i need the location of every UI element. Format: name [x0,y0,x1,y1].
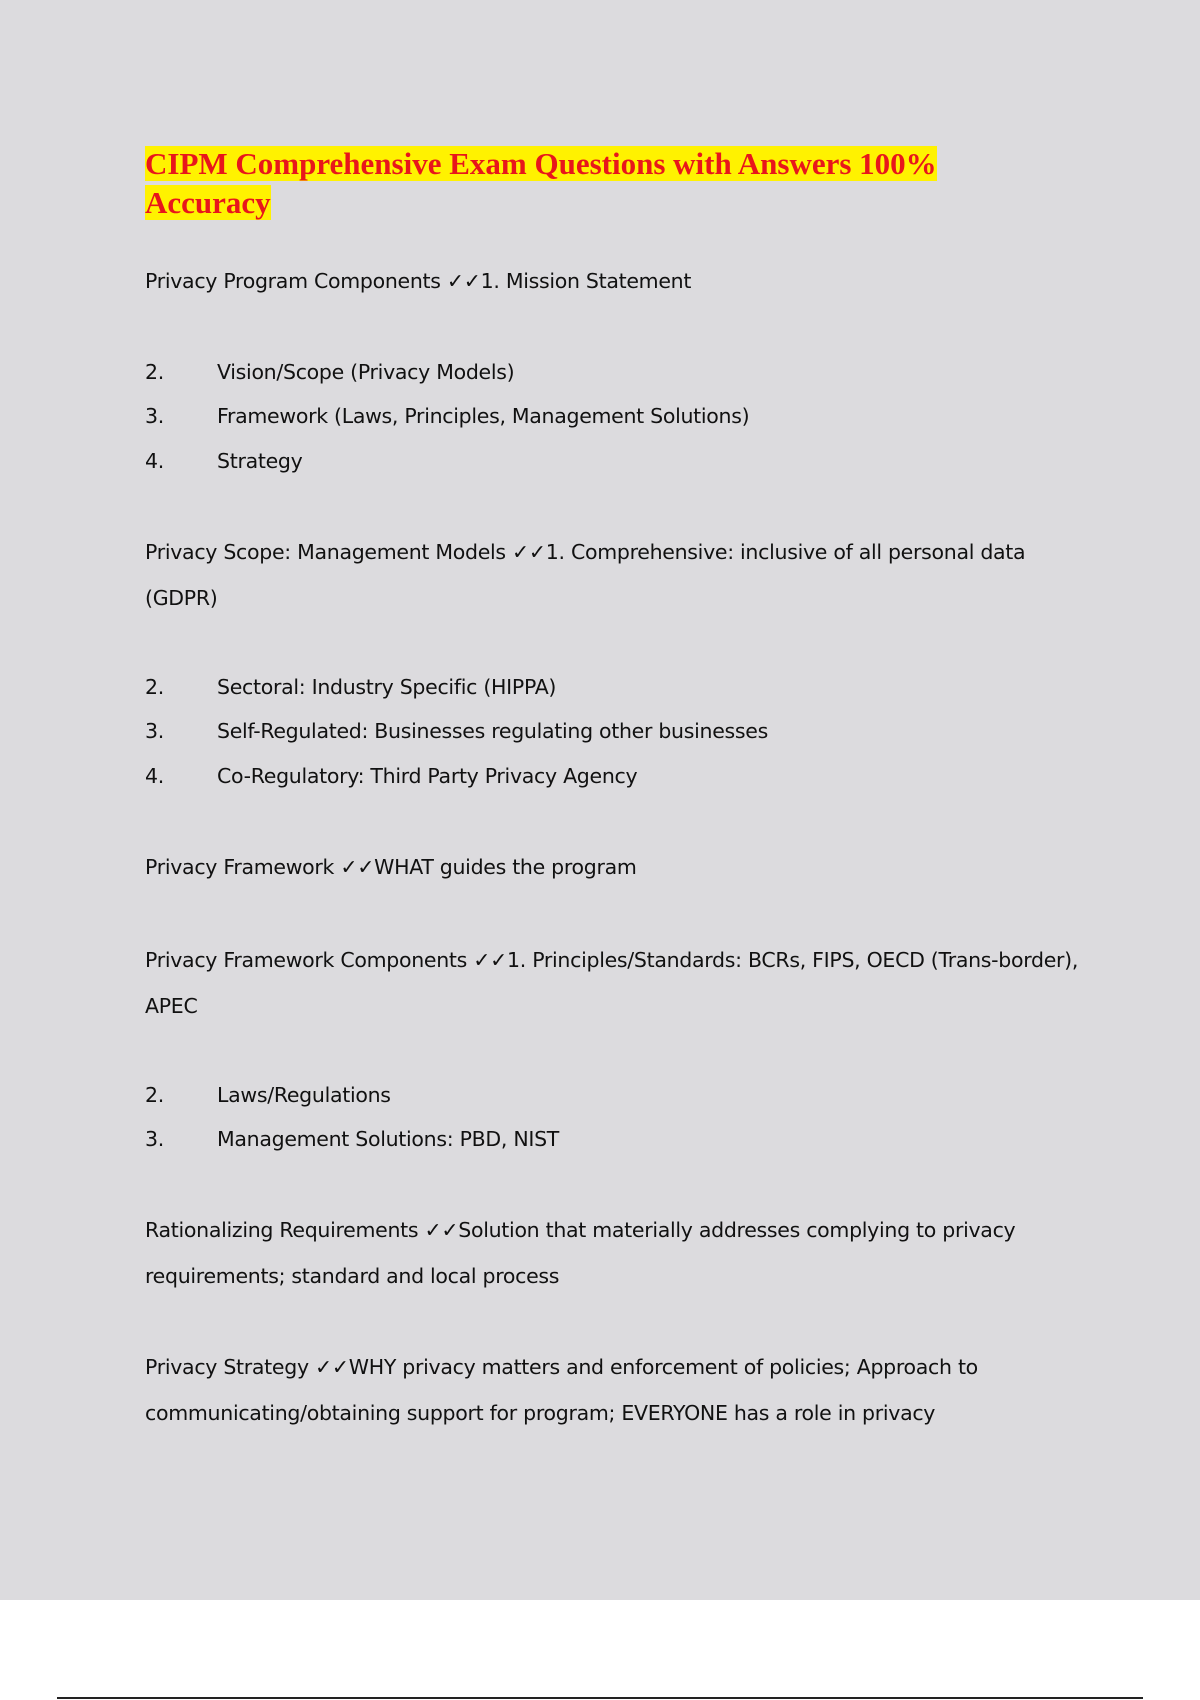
qa-entry-privacy-framework [145,844,637,890]
title-line-1: CIPM Comprehensive Exam Questions with Answers 100% [145,146,937,181]
qa-entry-privacy-strategy [145,1344,978,1390]
qa-entry-framework-components [145,937,1078,983]
qa-entry-rationalizing-requirements [145,1207,1015,1253]
list-text: Co-Regulatory: Third Party Privacy Agency [217,764,638,788]
entry-term: Privacy Framework Components [145,948,468,972]
list-text: Strategy [217,449,303,473]
check-marks: ✓✓ [424,1218,459,1242]
entry-answer: Solution that materially addresses complying to privacy [458,1218,1016,1242]
list-text: Laws/Regulations [217,1083,391,1107]
qa-entry-program-components [145,258,691,304]
check-marks: ✓✓ [512,540,546,564]
list-number: 4. [145,764,164,788]
entry-answer: WHY privacy matters and enforcement of policies; Approach to [348,1355,978,1379]
list-text: Management Solutions: PBD, NIST [217,1127,560,1151]
entry-term: Rationalizing Requirements [145,1218,419,1242]
list-text: Self-Regulated: Businesses regulating other businesses [217,719,768,743]
qa-entry-management-models [145,529,1025,575]
check-marks: ✓✓ [473,948,508,972]
entry-answer-continued: (GDPR) [145,586,218,610]
entry-answer: 1. Comprehensive: inclusive of all personal data [545,540,1026,564]
list-number: 2. [145,675,164,699]
entry-answer: WHAT guides the program [374,855,637,879]
title-line-2: Accuracy [145,185,271,220]
list-number: 4. [145,449,164,473]
entry-term: Privacy Program Components [145,269,441,293]
entry-term: Privacy Framework [145,855,335,879]
entry-answer: 1. Mission Statement [480,269,692,293]
footer-divider [57,1697,1143,1699]
entry-answer-continued: communicating/obtaining support for program; EVERYONE has a role in privacy [145,1401,936,1425]
check-marks: ✓✓ [446,269,481,293]
entry-answer-continued: APEC [145,994,198,1018]
list-number: 3. [145,404,164,428]
entry-term: Privacy Strategy [145,1355,309,1379]
entry-term: Privacy Scope: Management Models [145,540,506,564]
list-number: 3. [145,719,164,743]
list-number: 3. [145,1127,164,1151]
list-text: Vision/Scope (Privacy Models) [217,360,515,384]
list-number: 2. [145,1083,164,1107]
list-number: 2. [145,360,164,384]
entry-answer-continued: requirements; standard and local process [145,1264,560,1288]
entry-answer: 1. Principles/Standards: BCRs, FIPS, OECD (Trans-border), [507,948,1079,972]
list-text: Framework (Laws, Principles, Management Solutions) [217,404,750,428]
check-marks: ✓✓ [340,855,375,879]
check-marks: ✓✓ [315,1355,349,1379]
list-text: Sectoral: Industry Specific (HIPPA) [217,675,557,699]
document-title [145,144,1005,222]
